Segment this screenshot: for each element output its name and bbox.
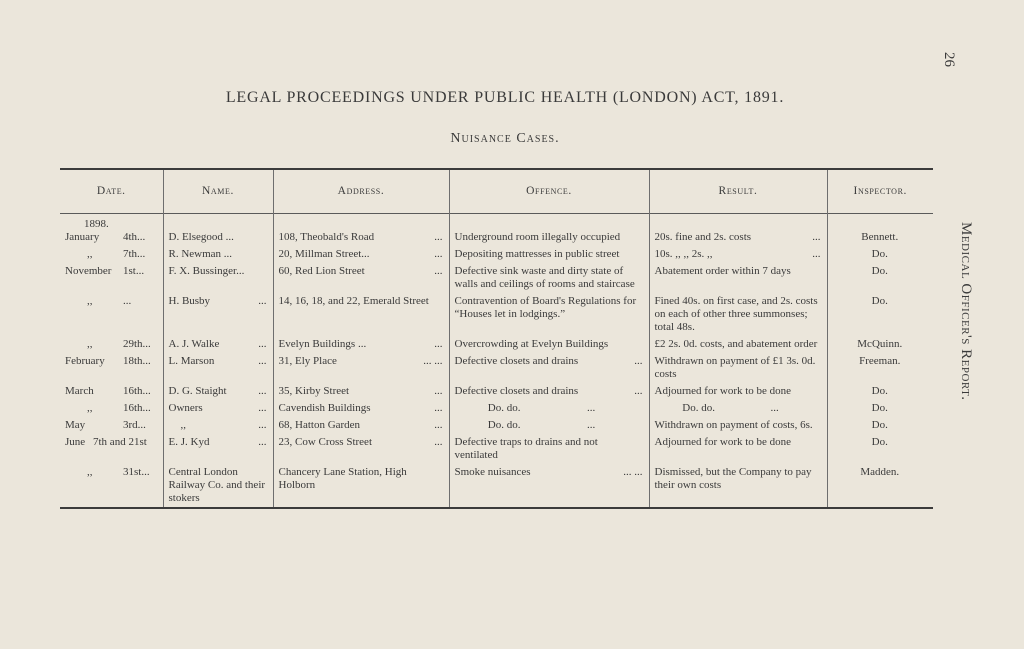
- row-day: 1st...: [123, 265, 145, 277]
- row-result: Abatement order within 7 days: [649, 265, 827, 295]
- row-month: ,,: [87, 295, 93, 307]
- row-address: 60, Red Lion Street ...: [273, 265, 449, 295]
- row-month: November: [65, 265, 112, 277]
- row-name: R. Newman ...: [163, 248, 273, 265]
- row-name: ,, ...: [163, 419, 273, 436]
- nuisance-cases-table-container: [60, 168, 933, 509]
- row-day: 16th...: [123, 385, 151, 397]
- row-name: E. J. Kyd ...: [163, 436, 273, 466]
- row-day: 4th...: [123, 231, 146, 243]
- row-day: 16th...: [123, 402, 151, 414]
- row-offence: Defective closets and drains ...: [449, 355, 649, 385]
- row-inspector: Do.: [827, 436, 933, 466]
- table-row: [60, 248, 933, 265]
- header-result: Result.: [649, 169, 827, 214]
- row-inspector: McQuinn.: [827, 338, 933, 355]
- row-offence: Defective sink waste and dirty state of walls and ceilings of rooms and staircase: [449, 265, 649, 295]
- table-row: [60, 466, 933, 508]
- row-address: Chancery Lane Station, High Holborn: [273, 466, 449, 508]
- row-month: ,,: [87, 248, 93, 260]
- row-inspector: Do.: [827, 248, 933, 265]
- row-month: January: [65, 231, 100, 243]
- row-result: Dismissed, but the Company to pay their own costs: [649, 466, 827, 508]
- header-address: Address.: [273, 169, 449, 214]
- row-offence: Defective closets and drains ...: [449, 385, 649, 402]
- row-address: 35, Kirby Street ...: [273, 385, 449, 402]
- table-row: [60, 436, 933, 466]
- row-address: Cavendish Buildings ...: [273, 402, 449, 419]
- row-month: June: [65, 436, 86, 448]
- row-result: £2 2s. 0d. costs, and abatement order: [649, 338, 827, 355]
- year-label: 1898.: [84, 218, 109, 230]
- row-name: Central London Railway Co. and their stokers: [163, 466, 273, 508]
- row-month: ,,: [87, 402, 93, 414]
- row-name: F. X. Bussinger...: [163, 265, 273, 295]
- row-offence: Depositing mattresses in public street: [449, 248, 649, 265]
- row-name: D. Elsegood ...: [163, 231, 273, 248]
- row-name: Owners ...: [163, 402, 273, 419]
- page-title: LEGAL PROCEEDINGS UNDER PUBLIC HEALTH (LONDON) ACT, 1891.: [225, 89, 785, 106]
- table-row: [60, 295, 933, 338]
- row-address: Evelyn Buildings ... ...: [273, 338, 449, 355]
- row-day: 29th...: [123, 338, 151, 350]
- row-day: 7th...: [123, 248, 146, 260]
- row-offence: Do. do. ...: [449, 402, 649, 419]
- page-number: 26: [941, 52, 957, 67]
- row-inspector: Madden.: [827, 466, 933, 508]
- row-result: 10s. ,, ,, 2s. ,, ...: [649, 248, 827, 265]
- row-offence: Underground room illegally occupied: [449, 231, 649, 248]
- row-inspector: Do.: [827, 265, 933, 295]
- row-month: March: [65, 385, 94, 397]
- row-name: H. Busby ...: [163, 295, 273, 338]
- row-month: May: [65, 419, 86, 431]
- row-inspector: Do.: [827, 385, 933, 402]
- row-result: Withdrawn on payment of costs, 6s.: [649, 419, 827, 436]
- header-inspector: Inspector.: [827, 169, 933, 214]
- row-offence: Defective traps to drains and not ventilated: [449, 436, 649, 466]
- row-address: 20, Millman Street... ...: [273, 248, 449, 265]
- section-subtitle: Nuisance Cases.: [450, 131, 560, 146]
- row-day: 7th and 21st: [93, 436, 147, 448]
- row-month: ,,: [87, 338, 93, 350]
- row-address: 23, Cow Cross Street ...: [273, 436, 449, 466]
- row-result: Adjourned for work to be done: [649, 436, 827, 466]
- row-name: L. Marson ...: [163, 355, 273, 385]
- row-offence: Overcrowding at Evelyn Buildings: [449, 338, 649, 355]
- row-address: 68, Hatton Garden ...: [273, 419, 449, 436]
- row-offence: Do. do. ...: [449, 419, 649, 436]
- running-side-title: Medical Officer's Report.: [958, 222, 974, 401]
- row-result: Do. do. ...: [649, 402, 827, 419]
- table-row: [60, 338, 933, 355]
- header-name: Name.: [163, 169, 273, 214]
- row-address: 108, Theobald's Road ...: [273, 231, 449, 248]
- row-offence: Contravention of Board's Regulations for “Houses let in lodgings.”: [449, 295, 649, 338]
- table-row: [60, 265, 933, 295]
- row-result: Withdrawn on payment of £1 3s. 0d. costs: [649, 355, 827, 385]
- header-offence: Offence.: [449, 169, 649, 214]
- row-name: D. G. Staight ...: [163, 385, 273, 402]
- table-row: [60, 355, 933, 385]
- table-header-row: [60, 169, 933, 214]
- row-address: 14, 16, 18, and 22, Emerald Street: [273, 295, 449, 338]
- row-inspector: Do.: [827, 402, 933, 419]
- year-row: [60, 214, 933, 232]
- row-offence: Smoke nuisances ... ...: [449, 466, 649, 508]
- table-row: [60, 385, 933, 402]
- row-month: February: [65, 355, 105, 367]
- row-inspector: Bennett.: [827, 231, 933, 248]
- nuisance-cases-table: [60, 168, 933, 509]
- table-row: [60, 231, 933, 248]
- row-inspector: Do.: [827, 419, 933, 436]
- row-result: Adjourned for work to be done: [649, 385, 827, 402]
- row-result: Fined 40s. on first case, and 2s. costs on each of other three summonses; total 48s.: [649, 295, 827, 338]
- row-day: 3rd...: [123, 419, 146, 431]
- row-month: ,,: [87, 466, 93, 478]
- row-day: 31st...: [123, 466, 150, 478]
- table-row: [60, 419, 933, 436]
- row-address: 31, Ely Place ... ...: [273, 355, 449, 385]
- row-day: 18th...: [123, 355, 151, 367]
- row-name: A. J. Walke ...: [163, 338, 273, 355]
- row-day: ...: [123, 295, 132, 307]
- table-row: [60, 402, 933, 419]
- header-date: Date.: [96, 185, 126, 197]
- row-inspector: Freeman.: [827, 355, 933, 385]
- row-result: 20s. fine and 2s. costs ...: [649, 231, 827, 248]
- row-inspector: Do.: [827, 295, 933, 338]
